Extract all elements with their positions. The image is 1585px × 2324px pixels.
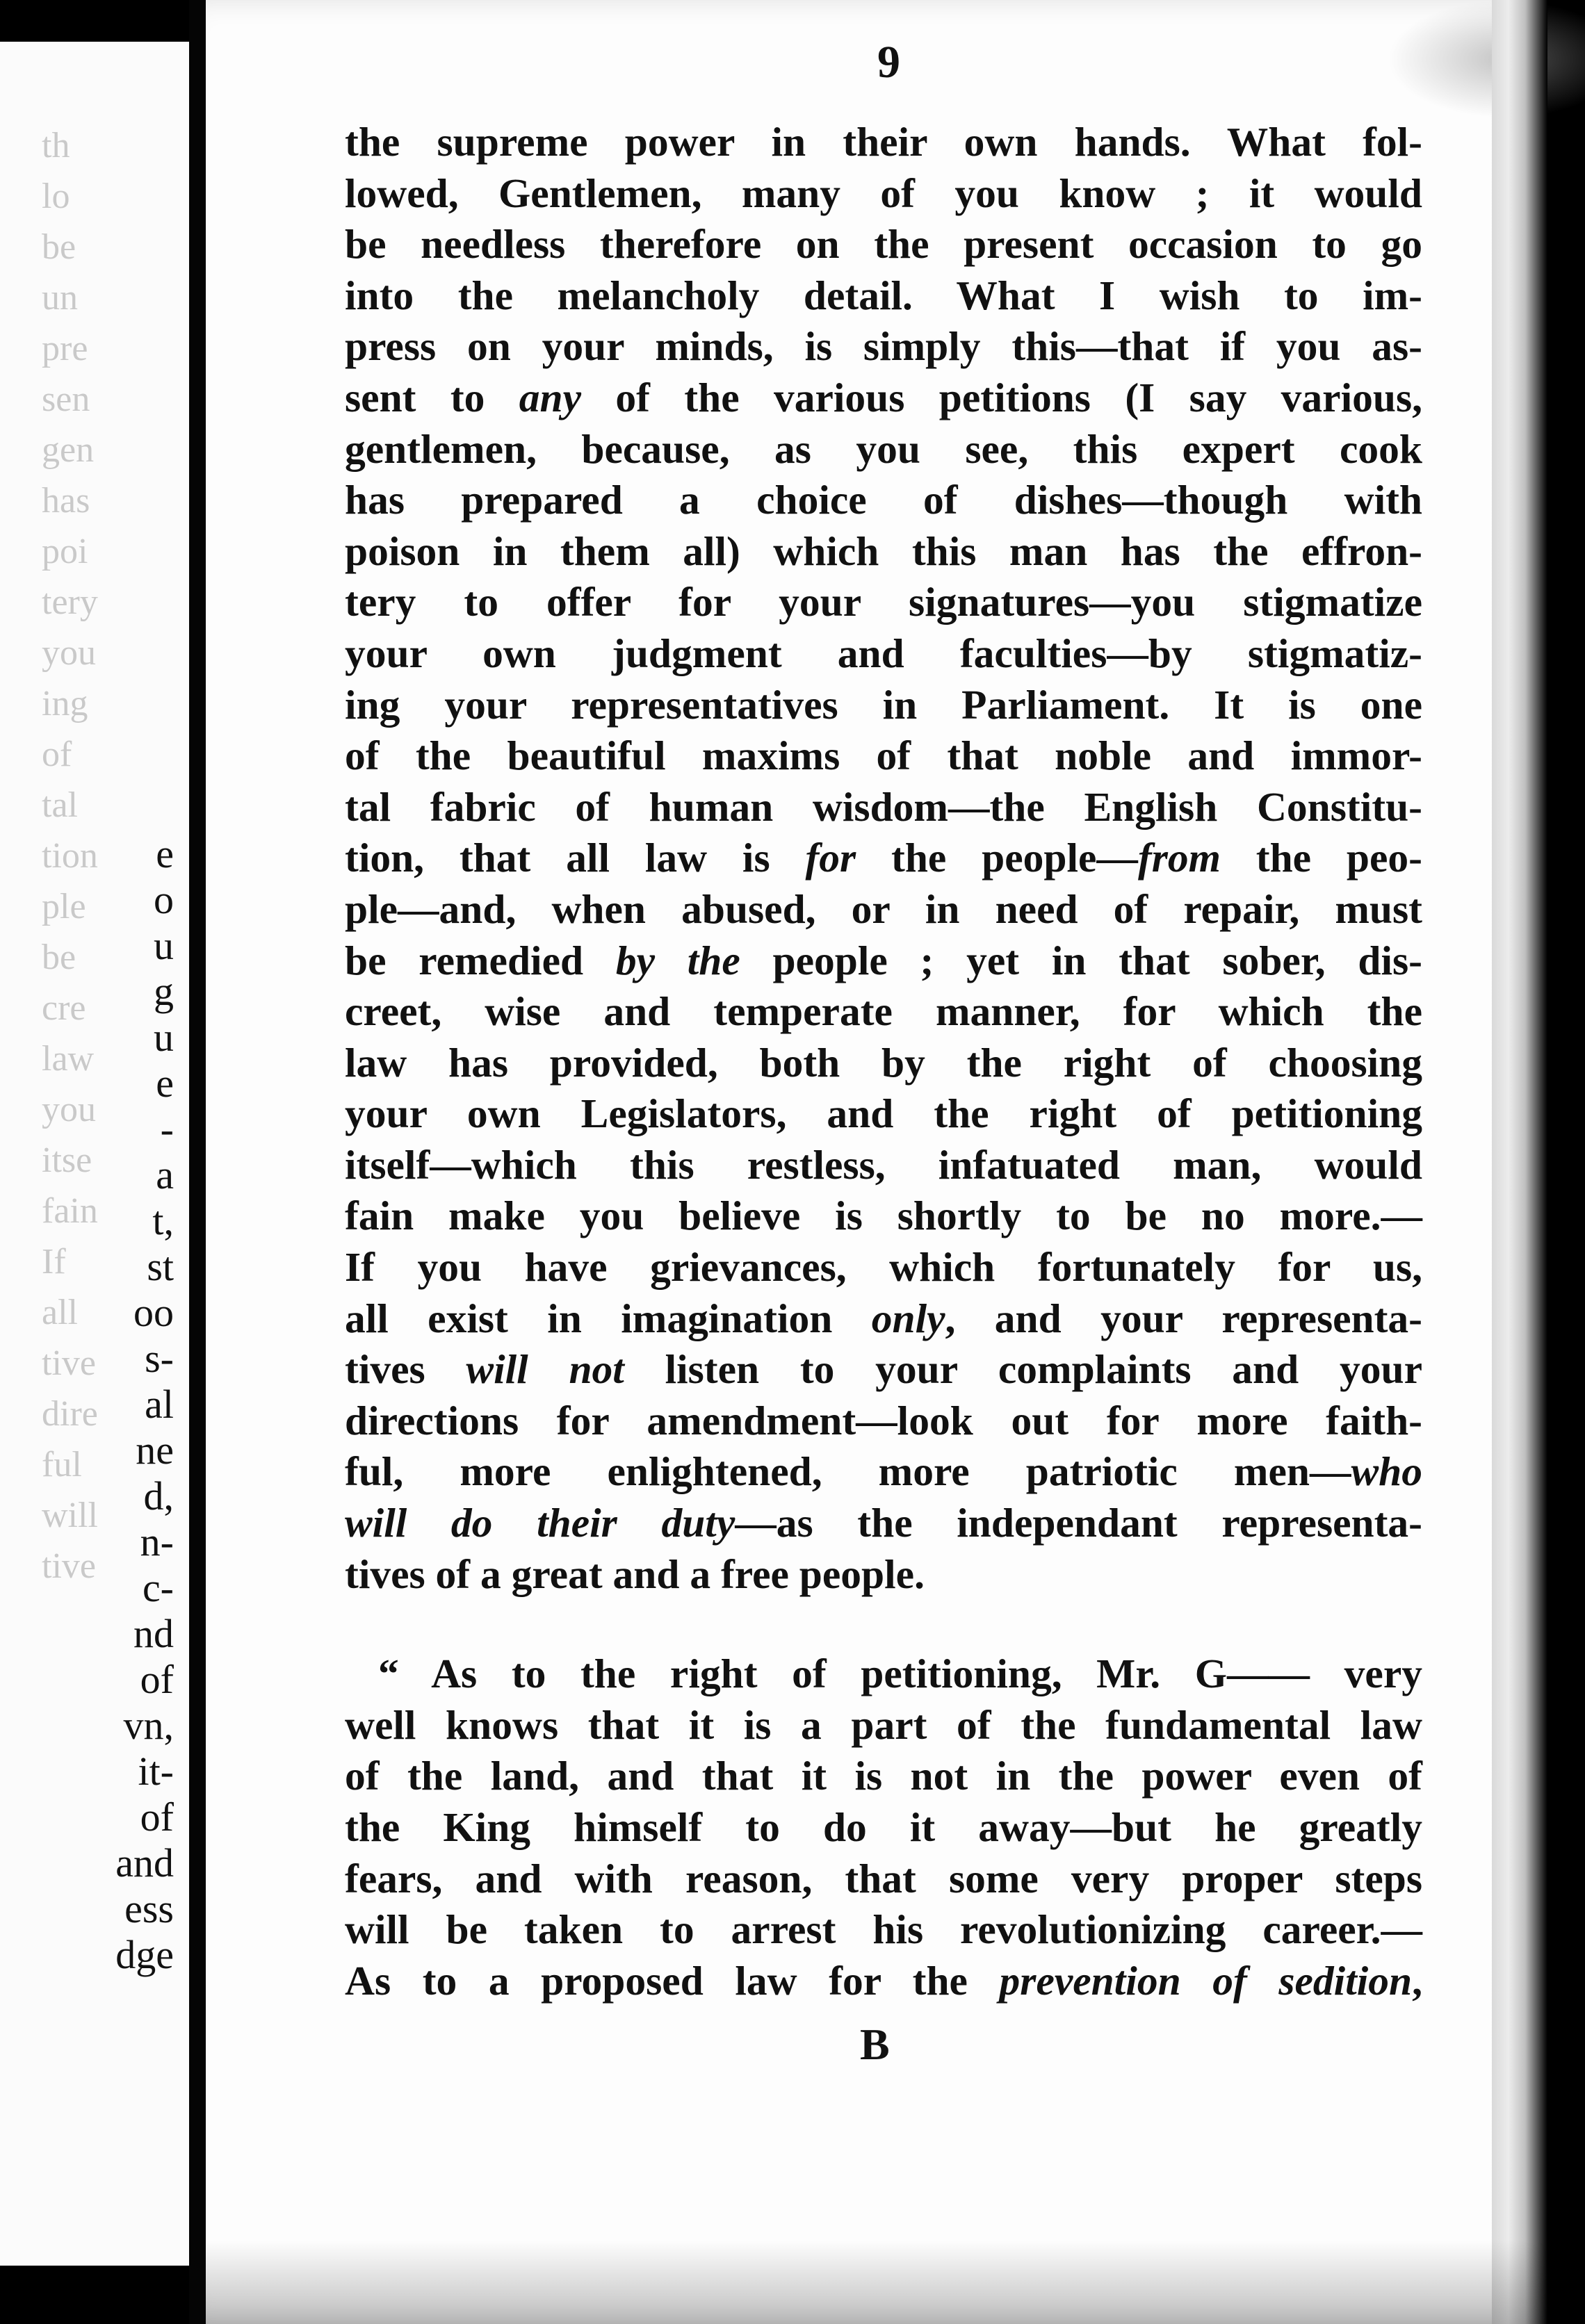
left-page-bleedthrough: sen — [42, 379, 90, 419]
left-page-bleedthrough: th — [42, 126, 70, 165]
left-page-bleedthrough: ple — [42, 887, 86, 926]
left-page-bleedthrough: poi — [42, 532, 88, 571]
text-line: the King himself to do it away—but he greatly — [345, 1804, 1422, 1850]
left-page-bleedthrough: you — [42, 633, 96, 673]
page-bottom-shadow — [206, 2241, 1547, 2324]
text-line: your own judgment and faculties—by stigmatiz- — [345, 630, 1422, 676]
text-line: itself—which this restless, infatuated man, would — [345, 1141, 1422, 1188]
left-page-fragment: g — [154, 969, 174, 1014]
left-page-fragment: st — [147, 1244, 174, 1289]
left-page-fragment: e — [156, 1061, 174, 1106]
left-page-bleedthrough: tive — [42, 1546, 96, 1586]
text-line: ing your representatives in Parliament. It is one — [345, 681, 1422, 728]
page-stain — [1388, 0, 1585, 118]
text-line: will be taken to arrest his revolutionizing career.— — [345, 1906, 1422, 1953]
text-line: creet, wise and temperate manner, for which the — [345, 988, 1422, 1035]
text-line: fears, and with reason, that some very proper steps — [345, 1855, 1422, 1901]
left-page-bleedthrough: be — [42, 938, 76, 977]
printer-signature-mark: B — [860, 2020, 890, 2069]
text-line: tery to offer for your signatures—you stigmatize — [345, 579, 1422, 625]
text-line: tion, that all law is for the people—from the peo- — [345, 835, 1422, 881]
body-text — [345, 117, 1422, 2006]
left-page-bleedthrough: will — [42, 1496, 98, 1535]
left-page-bleedthrough: you — [42, 1090, 96, 1129]
text-line: well knows that it is a part of the fundamental law — [345, 1701, 1422, 1748]
left-page-bleedthrough: tive — [42, 1343, 96, 1383]
left-page-fragment: o — [154, 877, 174, 922]
left-page-bleedthrough: pre — [42, 329, 88, 368]
left-page-bleedthrough: un — [42, 278, 78, 318]
left-page-fragment: and — [115, 1840, 174, 1885]
text-line: sent to any of the various petitions (I say various, — [345, 374, 1422, 420]
text-line: fain make you believe is shortly to be no more.— — [345, 1193, 1422, 1239]
left-page-bleedthrough: gen — [42, 430, 95, 470]
left-facing-page — [0, 42, 189, 2266]
text-line: press on your minds, is simply this—that if you as- — [345, 323, 1422, 370]
left-page-fragment: s- — [145, 1336, 174, 1381]
text-line: has prepared a choice of dishes—though with — [345, 477, 1422, 523]
left-page-bleedthrough: ing — [42, 684, 88, 723]
text-line: be needless therefore on the present occasion to go — [345, 221, 1422, 268]
text-line: be remedied by the people ; yet in that sober, dis- — [345, 937, 1422, 983]
text-line: will do their duty—as the independant representa- — [345, 1500, 1422, 1546]
text-line: tives will not listen to your complaints and your — [345, 1346, 1422, 1393]
text-line: into the melancholy detail. What I wish to im- — [345, 272, 1422, 318]
left-page-fragment: of — [140, 1657, 174, 1702]
paragraph-1 — [345, 117, 1422, 1600]
text-line: the supreme power in their own hands. What fol- — [345, 119, 1422, 165]
left-page-fragment: oo — [133, 1290, 174, 1335]
left-page-bleedthrough: itse — [42, 1140, 92, 1180]
text-line: directions for amendment—look out for more faith- — [345, 1397, 1422, 1443]
left-page-fragment: c- — [142, 1565, 174, 1610]
text-line: lowed, Gentlemen, many of you know ; it would — [345, 170, 1422, 216]
text-line: all exist in imagination only, and your representa- — [345, 1295, 1422, 1341]
paragraph-gap — [345, 1600, 1422, 1648]
left-page-fragment: it- — [138, 1749, 174, 1794]
left-page-fragment: ne — [136, 1427, 174, 1473]
left-page-bleedthrough: cre — [42, 988, 86, 1028]
left-page-bleedthrough: be — [42, 227, 76, 267]
text-line: ple—and, when abused, or in need of repair, must — [345, 885, 1422, 932]
text-line: your own Legislators, and the right of petitioning — [345, 1090, 1422, 1137]
page-edge-shadow — [1492, 0, 1547, 2324]
left-page-bleedthrough: fain — [42, 1191, 98, 1231]
left-page-bleedthrough: of — [42, 735, 72, 774]
text-line: ful, more enlightened, more patriotic men—who — [345, 1448, 1422, 1495]
left-page-bleedthrough: tal — [42, 785, 78, 825]
left-page-fragment: u — [154, 923, 174, 968]
left-page-bleedthrough: ful — [42, 1445, 82, 1484]
left-page-fragment: vn, — [123, 1703, 174, 1748]
left-page-bleedthrough: has — [42, 481, 90, 521]
left-page-bleedthrough: dire — [42, 1394, 98, 1434]
paragraph-2 — [345, 1648, 1422, 2006]
text-line: gentlemen, because, as you see, this expert cook — [345, 425, 1422, 472]
text-line: poison in them all) which this man has the effron- — [345, 527, 1422, 574]
text-line: If you have grievances, which fortunately for us, — [345, 1244, 1422, 1291]
left-page-bleedthrough: tion — [42, 836, 98, 876]
text-line: tives of a great and a free people. — [345, 1550, 925, 1597]
left-page-fragment: u — [154, 1015, 174, 1060]
left-page-fragment: al — [145, 1382, 174, 1427]
left-page-fragment: ess — [124, 1886, 174, 1931]
left-page-bleedthrough: law — [42, 1039, 95, 1079]
text-line: “ As to the right of petitioning, Mr. G—— very — [378, 1651, 1422, 1697]
left-page-fragment: d, — [143, 1473, 174, 1519]
left-page-fragment: n- — [140, 1519, 174, 1564]
left-page-bleedthrough: lo — [42, 177, 70, 216]
left-page-fragment: a — [156, 1152, 174, 1197]
text-line: of the beautiful maxims of that noble and immor- — [345, 733, 1422, 779]
left-page-fragment: of — [140, 1794, 174, 1840]
left-page-fragment: - — [160, 1106, 174, 1152]
left-page-bleedthrough: tery — [42, 582, 98, 622]
left-page-fragment: dge — [115, 1932, 174, 1977]
left-page-fragment: nd — [133, 1611, 174, 1656]
text-line: law has provided, both by the right of choosing — [345, 1039, 1422, 1086]
left-page-fragment: t, — [152, 1198, 174, 1243]
text-line: of the land, and that it is not in the power even of — [345, 1753, 1422, 1799]
left-page-bleedthrough: If — [42, 1242, 66, 1282]
left-page-fragment: e — [156, 831, 174, 876]
left-page-bleedthrough: all — [42, 1293, 78, 1332]
text-line: tal fabric of human wisdom—the English Constitu- — [345, 783, 1422, 830]
text-line: As to a proposed law for the prevention of sedition, — [345, 1957, 1422, 2004]
page-number: 9 — [877, 37, 900, 88]
